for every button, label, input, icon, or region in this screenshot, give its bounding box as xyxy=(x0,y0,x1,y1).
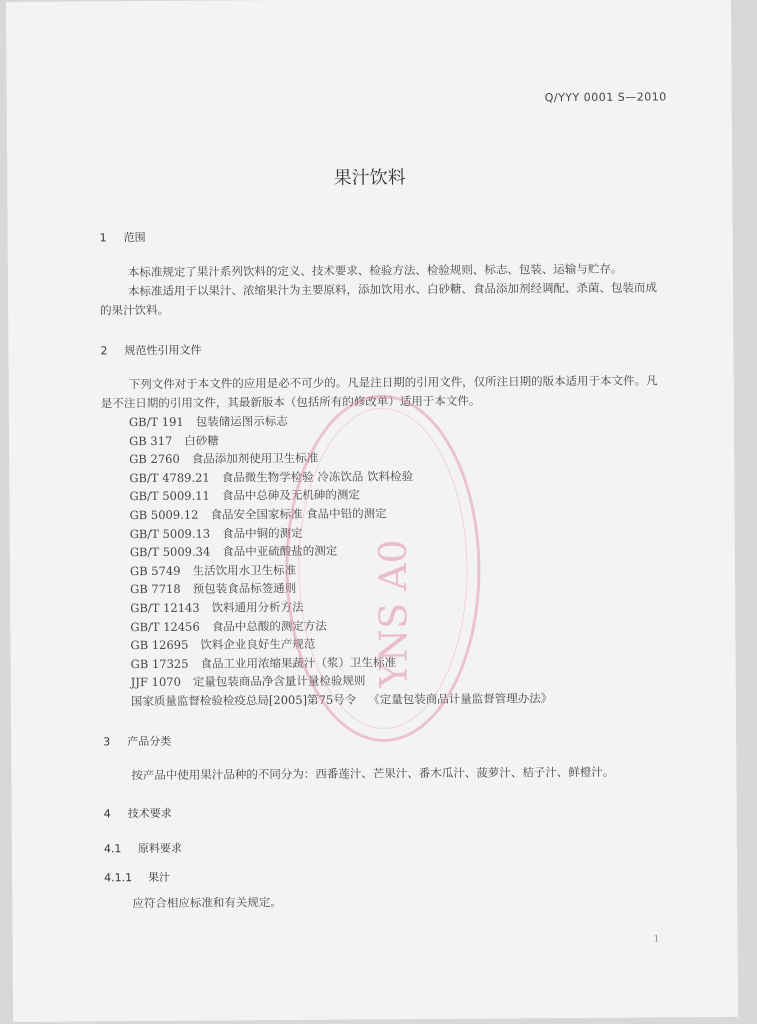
reference-title: 食品添加剂使用卫生标准 xyxy=(191,451,319,466)
reference-item xyxy=(131,689,552,711)
section-number: 4.1 xyxy=(103,842,122,856)
reference-code: GB 5749 xyxy=(129,563,181,578)
section-number: 3 xyxy=(103,735,111,749)
reference-code: GB/T 5009.11 xyxy=(129,488,210,504)
reference-code: GB/T 5009.34 xyxy=(129,544,211,560)
reference-code: GB/T 12456 xyxy=(130,619,200,634)
scope-paragraph-2: 本标准适用于以果汁、浓缩果汁为主要原料，添加饮用水、白砂糖、食品添加剂经调配、杀菌、包装而成的果汁饮料。 xyxy=(100,280,658,318)
reference-title: 《定量包装商品计量监督管理办法》 xyxy=(368,691,553,707)
section-4-1-1-heading xyxy=(104,869,170,885)
reference-title: 定量包装商品净含量计量检验规则 xyxy=(192,673,366,690)
reference-title: 包装储运图示标志 xyxy=(195,414,288,429)
reference-code: GB/T 4789.21 xyxy=(129,470,210,485)
reference-title: 食品安全国家标准 食品中铅的测定 xyxy=(210,506,387,522)
section-number: 2 xyxy=(100,344,108,358)
juice-requirement: 应符合相应标准和有关规定。 xyxy=(132,895,282,911)
standard-code: Q/YYY 0001 S—2010 xyxy=(544,90,667,105)
section-title: 果汁 xyxy=(148,870,171,885)
reference-title: 生活饮用水卫生标准 xyxy=(192,562,297,578)
reference-code: GB/T 191 xyxy=(128,414,184,430)
reference-title: 饮料通用分析方法 xyxy=(211,599,304,615)
document-page xyxy=(6,0,738,1022)
reference-title: 食品微生物学检验 冷冻饮品 饮料检验 xyxy=(221,468,414,485)
reference-title: 食品中总酸的测定方法 xyxy=(211,618,327,634)
reference-title: 食品工业用浓缩果蔬汁（浆）卫生标准 xyxy=(200,655,397,671)
reference-title: 食品中亚硫酸盐的测定 xyxy=(222,543,338,559)
reference-list xyxy=(129,410,552,710)
stamp-text: YNS A0 xyxy=(370,539,416,688)
reference-code: GB/T 5009.13 xyxy=(129,526,211,541)
reference-code: GB 5009.12 xyxy=(129,507,199,523)
section-title: 产品分类 xyxy=(127,734,172,749)
reference-code: GB 2760 xyxy=(129,451,180,467)
section-title: 原料要求 xyxy=(137,841,182,856)
reference-title: 食品中铜的测定 xyxy=(222,525,303,541)
section-number: 4.1.1 xyxy=(104,871,133,885)
reference-title: 饮料企业良好生产规范 xyxy=(200,636,316,652)
page-title: 果汁饮料 xyxy=(333,167,406,189)
classification-paragraph: 按产品中使用果汁品种的不同分为：西番莲汁、芒果汁、番木瓜汁、菠萝汁、桔子汁、鲜橙汁。 xyxy=(131,764,615,783)
reference-code: GB 12695 xyxy=(130,637,189,653)
reference-title: 预包装食品标签通则 xyxy=(192,581,297,597)
section-2-heading xyxy=(100,342,201,359)
section-3-heading xyxy=(103,733,171,749)
section-title: 规范性引用文件 xyxy=(124,343,202,358)
reference-code: GB 317 xyxy=(129,433,173,448)
page-number: 1 xyxy=(653,934,660,945)
reference-code: GB 7718 xyxy=(130,582,181,597)
section-number: 1 xyxy=(99,231,107,245)
reference-code: GB 17325 xyxy=(130,656,189,671)
section-number: 4 xyxy=(103,807,111,821)
normative-intro: 下列文件对于本文件的应用是必不可少的。凡是注日期的引用文件，仅所注日期的版本适用于本文件。凡是不注日期的引用文件，其最新版本（包括所有的修改单）适用于本文件。 xyxy=(100,373,658,411)
reference-code: 国家质量监督检验检疫总局[2005]第75号令 xyxy=(130,692,357,709)
section-4-1-heading xyxy=(104,840,182,857)
section-4-heading xyxy=(104,805,172,821)
section-title: 技术要求 xyxy=(127,806,172,821)
reference-code: GB/T 12143 xyxy=(130,600,200,616)
reference-title: 食品中总砷及无机砷的测定 xyxy=(221,487,360,503)
section-1-heading xyxy=(100,229,146,245)
scope-paragraph-1: 本标准规定了果汁系列饮料的定义、技术要求、检验方法、检验规则、标志、包装、运输与贮存。 xyxy=(127,261,623,280)
reference-title: 白砂糖 xyxy=(184,433,219,448)
reference-code: JJF 1070 xyxy=(130,675,181,690)
section-title: 范围 xyxy=(123,231,146,245)
